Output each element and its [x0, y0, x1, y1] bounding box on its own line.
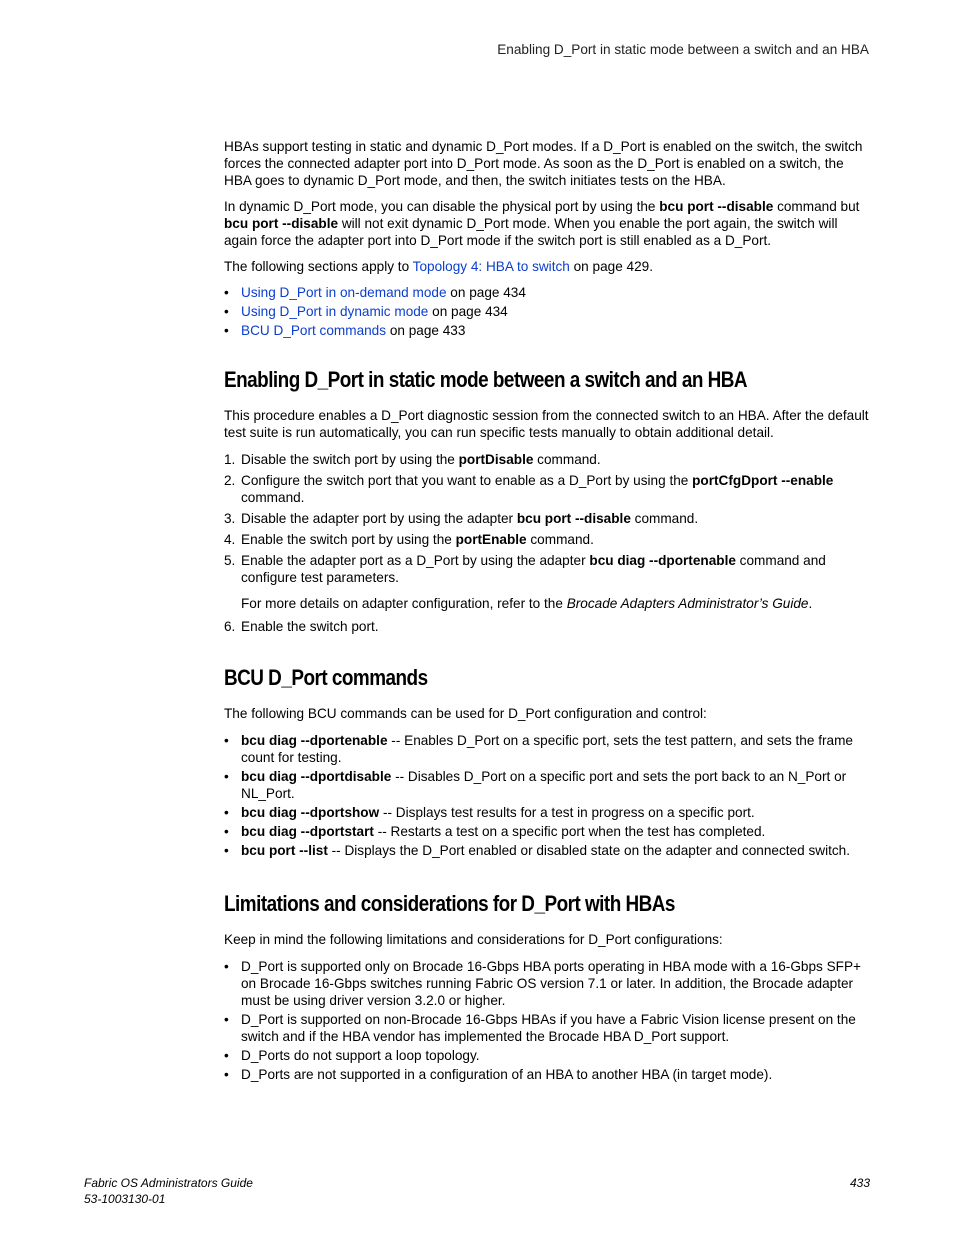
command-text: bcu diag --dportdisable — [241, 769, 392, 784]
command-text: bcu diag --dportstart — [241, 824, 374, 839]
list-item: • D_Port is supported on non-Brocade 16-Gbps HBAs if you have a Fabric Vision license present on the switch and if the HBA vendor has implemented the Brocade HBA D_Port support. — [224, 1011, 874, 1045]
section1-intro: This procedure enables a D_Port diagnostic session from the connected switch to an HBA. After the default test suite is run automatically, you can run specific tests manually to obtain additional detail. — [224, 408, 869, 440]
list-item: • D_Ports do not support a loop topology. — [224, 1047, 874, 1064]
command-text: bcu port --list — [241, 843, 328, 858]
text-span: on page 434 — [446, 285, 526, 300]
list-item — [224, 284, 874, 301]
intro-paragraph-2 — [224, 198, 874, 249]
command-text: bcu port --disable — [659, 199, 774, 214]
text-span: For more details on adapter configuration, refer to the — [241, 596, 567, 611]
step-note — [224, 595, 874, 612]
topology-link[interactable]: Topology 4: HBA to switch — [412, 259, 570, 274]
running-header: Enabling D_Port in static mode between a switch and an HBA — [497, 42, 869, 57]
command-text: bcu diag --dportenable — [589, 553, 736, 568]
text-span: Configure the switch port that you want to enable as a D_Port by using the — [241, 473, 693, 488]
guide-title: Brocade Adapters Administrator’s Guide — [566, 596, 809, 611]
command-text: bcu diag --dportenable — [241, 733, 388, 748]
text-span: Enable the adapter port as a D_Port by using the adapter — [241, 553, 590, 568]
step-number: 5. — [224, 553, 236, 568]
related-links-list — [224, 284, 874, 339]
text-span: command but — [773, 199, 860, 214]
text-span: Disable the switch port by using the — [241, 452, 459, 467]
bcu-commands-list — [224, 732, 874, 859]
step-number: 4. — [224, 532, 236, 547]
text-span: Enable the switch port. — [241, 619, 379, 634]
step-item — [224, 552, 874, 586]
footer-document-info — [84, 1175, 253, 1207]
intro-paragraph-1: HBAs support testing in static and dynamic D_Port modes. If a D_Port is enabled on the switch, the switch forces the connected adapter port into D_Port mode. As soon as the D_Port is enabled on a switch, the HBA goes to dynamic D_Port mode, and then, the switch initiates tests on the HBA. — [224, 139, 863, 188]
list-item — [224, 842, 874, 859]
intro-paragraph-3 — [224, 258, 874, 275]
text-span: -- Disables D_Port on a specific port and sets the port back to an N_Port or NL_Port. — [241, 769, 847, 801]
procedure-steps — [224, 451, 874, 586]
text-span: on page 434 — [428, 304, 508, 319]
list-item — [224, 768, 874, 802]
step-number: 3. — [224, 511, 236, 526]
text-span: on page 433 — [386, 323, 466, 338]
text-span: -- Enables D_Port on a specific port, sets the test pattern, and sets the frame count for testing. — [241, 733, 853, 765]
list-item: • D_Ports are not supported in a configuration of an HBA to another HBA (in target mode). — [224, 1066, 874, 1083]
list-item: • D_Port is supported only on Brocade 16-Gbps HBA ports operating in HBA mode with a 16-Gbps SFP+ on Brocade 16-Gbps switches running Fabric OS version 7.1 or later. In addition, the Brocade adapter must be using driver version 3.2.0 or higher. — [224, 958, 874, 1009]
link-on-demand-mode[interactable]: Using D_Port in on-demand mode — [241, 285, 447, 300]
page-content — [224, 138, 874, 1085]
link-bcu-commands[interactable]: BCU D_Port commands — [241, 323, 387, 338]
section-heading-limitations: Limitations and considerations for D_Port with HBAs — [224, 891, 675, 916]
step-number: 2. — [224, 473, 236, 488]
limitations-list — [224, 958, 874, 1083]
section3-intro: Keep in mind the following limitations and considerations for D_Port configurations: — [224, 932, 723, 947]
section2-intro: The following BCU commands can be used for D_Port configuration and control: — [224, 706, 707, 721]
text-span: will not exit dynamic D_Port mode. When you enable the port again, the switch will again force the adapter port into D_Port mode if the switch port is still enabled as a D_Port. — [224, 216, 838, 248]
text-span: Disable the adapter port by using the adapter — [241, 511, 517, 526]
list-item — [224, 732, 874, 766]
command-text: portEnable — [455, 532, 527, 547]
footer-doc-number: 53-1003130-01 — [84, 1192, 166, 1206]
text-span: Enable the switch port by using the — [241, 532, 456, 547]
text-span: command and configure test parameters. — [241, 553, 826, 585]
step-item — [224, 451, 874, 468]
text-span: . — [808, 596, 813, 611]
command-text: portDisable — [458, 452, 534, 467]
step-number: 6. — [224, 619, 236, 634]
step-number: 1. — [224, 452, 236, 467]
text-span: command. — [526, 532, 594, 547]
step-item — [224, 618, 874, 635]
text-span: command. — [533, 452, 601, 467]
text-span: In dynamic D_Port mode, you can disable the physical port by using the — [224, 199, 660, 214]
link-dynamic-mode[interactable]: Using D_Port in dynamic mode — [241, 304, 429, 319]
command-text: bcu port --disable — [224, 216, 339, 231]
footer-page-number: 433 — [849, 1176, 870, 1190]
text-span: command. — [630, 511, 699, 526]
text-span: -- Restarts a test on a specific port when the test has completed. — [373, 824, 766, 839]
step-item — [224, 510, 874, 527]
text-span: The following sections apply to — [224, 259, 413, 274]
list-item — [224, 804, 874, 821]
command-text: portCfgDport --enable — [692, 473, 834, 488]
procedure-steps-continued — [224, 618, 874, 635]
text-span: -- Displays the D_Port enabled or disabled state on the adapter and connected switch. — [327, 843, 851, 858]
section-heading-bcu-commands: BCU D_Port commands — [224, 665, 428, 690]
list-item — [224, 303, 874, 320]
command-text: bcu diag --dportshow — [241, 805, 380, 820]
command-text: bcu port --disable — [516, 511, 631, 526]
text-span: command. — [241, 490, 305, 505]
section-heading-static-mode: Enabling D_Port in static mode between a switch and an HBA — [224, 367, 748, 392]
text-span: on page 429. — [569, 259, 653, 274]
footer-doc-title: Fabric OS Administrators Guide — [84, 1176, 253, 1190]
list-item — [224, 322, 874, 339]
text-span: -- Displays test results for a test in progress on a specific port. — [379, 805, 755, 820]
step-item — [224, 472, 874, 506]
list-item — [224, 823, 874, 840]
step-item — [224, 531, 874, 548]
